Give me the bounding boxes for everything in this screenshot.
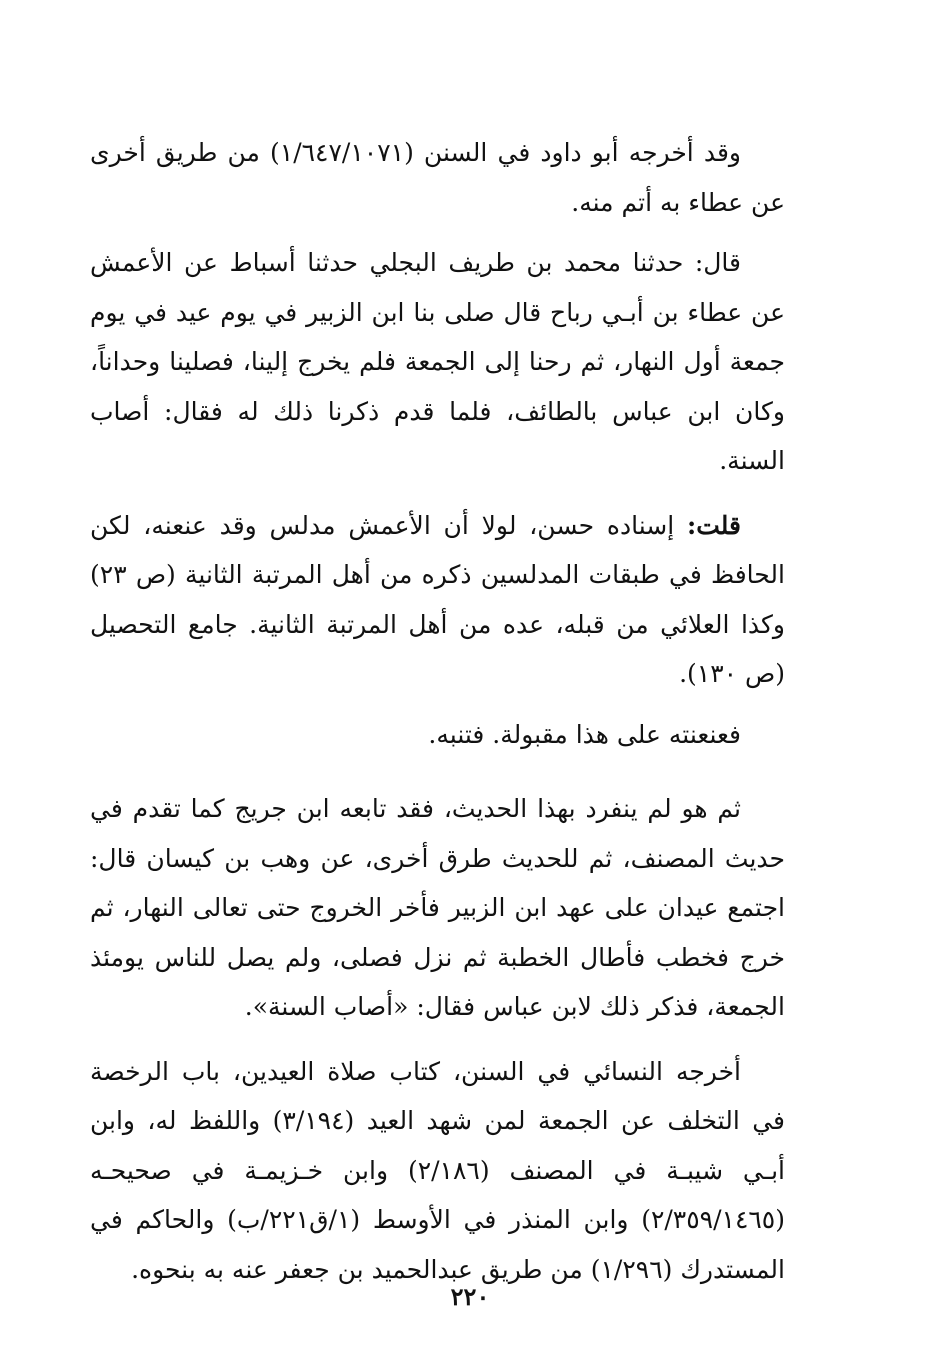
page-number: ٢٢٠ <box>450 1282 490 1311</box>
qult-text: إسناده حسن، لولا أن الأعمش مدلس وقد عنعنه، لكن الحافظ في طبقات المدلسين ذكره من أهل المرتبة الثانية (ص ٢٣) وكذا العلائي من قبله، عده من أهل المرتبة الثانية. جامع التحصيل (ص ١٣٠). <box>90 510 785 688</box>
paragraph-takhrij: أخرجه النسائي في السنن، كتاب صلاة العيدين، باب الرخصة في التخلف عن الجمعة لمن شهد العيد (٣/١٩٤) واللفظ له، وابن أبـي شيبـة في المصنف (٢/١٨٦) وابن خـزيمـة في صحيحـه (٢/٣٥٩/١٤٦٥) وابن المنذر في الأوسط (١/ق٢٢١/ب) والحاكم في المستدرك (١/٢٩٦) من طريق عبدالحميد بن جعفر عنه به بنحوه. <box>90 1056 785 1284</box>
paragraph-qult <box>90 501 785 699</box>
qult-label: قلت: <box>686 510 741 540</box>
paragraph-abu-dawud: وقد أخرجه أبو داود في السنن (١/٦٤٧/١٠٧١) من طريق أخرى عن عطاء به أتم منه. <box>90 138 785 217</box>
paragraph-narration: قال: حدثنا محمد بن طريف البجلي حدثنا أسباط عن الأعمش عن عطاء بن أبـي رباح قال صلى بنا ابن الزبير في يوم عيد في يوم جمعة أول النهار، ثم رحنا إلى الجمعة فلم يخرج إلينا، فصلينا وحداناً، وكان ابن عباس بالطائف، فلما قدم ذكرنا ذلك له فقال: أصاب السنة. <box>90 248 785 475</box>
paragraph-mutaba: ثم هو لم ينفرد بهذا الحديث، فقد تابعه ابن جريج كما تقدم في حديث المصنف، ثم للحديث طرق أخرى، عن وهب بن كيسان قال: اجتمع عيدان على عهد ابن الزبير فأخر الخروج حتى تعالى النهار، ثم خرج فخطب فأطال الخطبة ثم نزل فصلى، ولم يصل للناس يومئذ الجمعة، فذكر ذلك لابن عباس فقال: «أصاب السنة». <box>90 794 785 1021</box>
paragraph-note: فعنعنته على هذا مقبولة. فتنبه. <box>428 719 741 749</box>
page-content <box>90 128 785 1328</box>
